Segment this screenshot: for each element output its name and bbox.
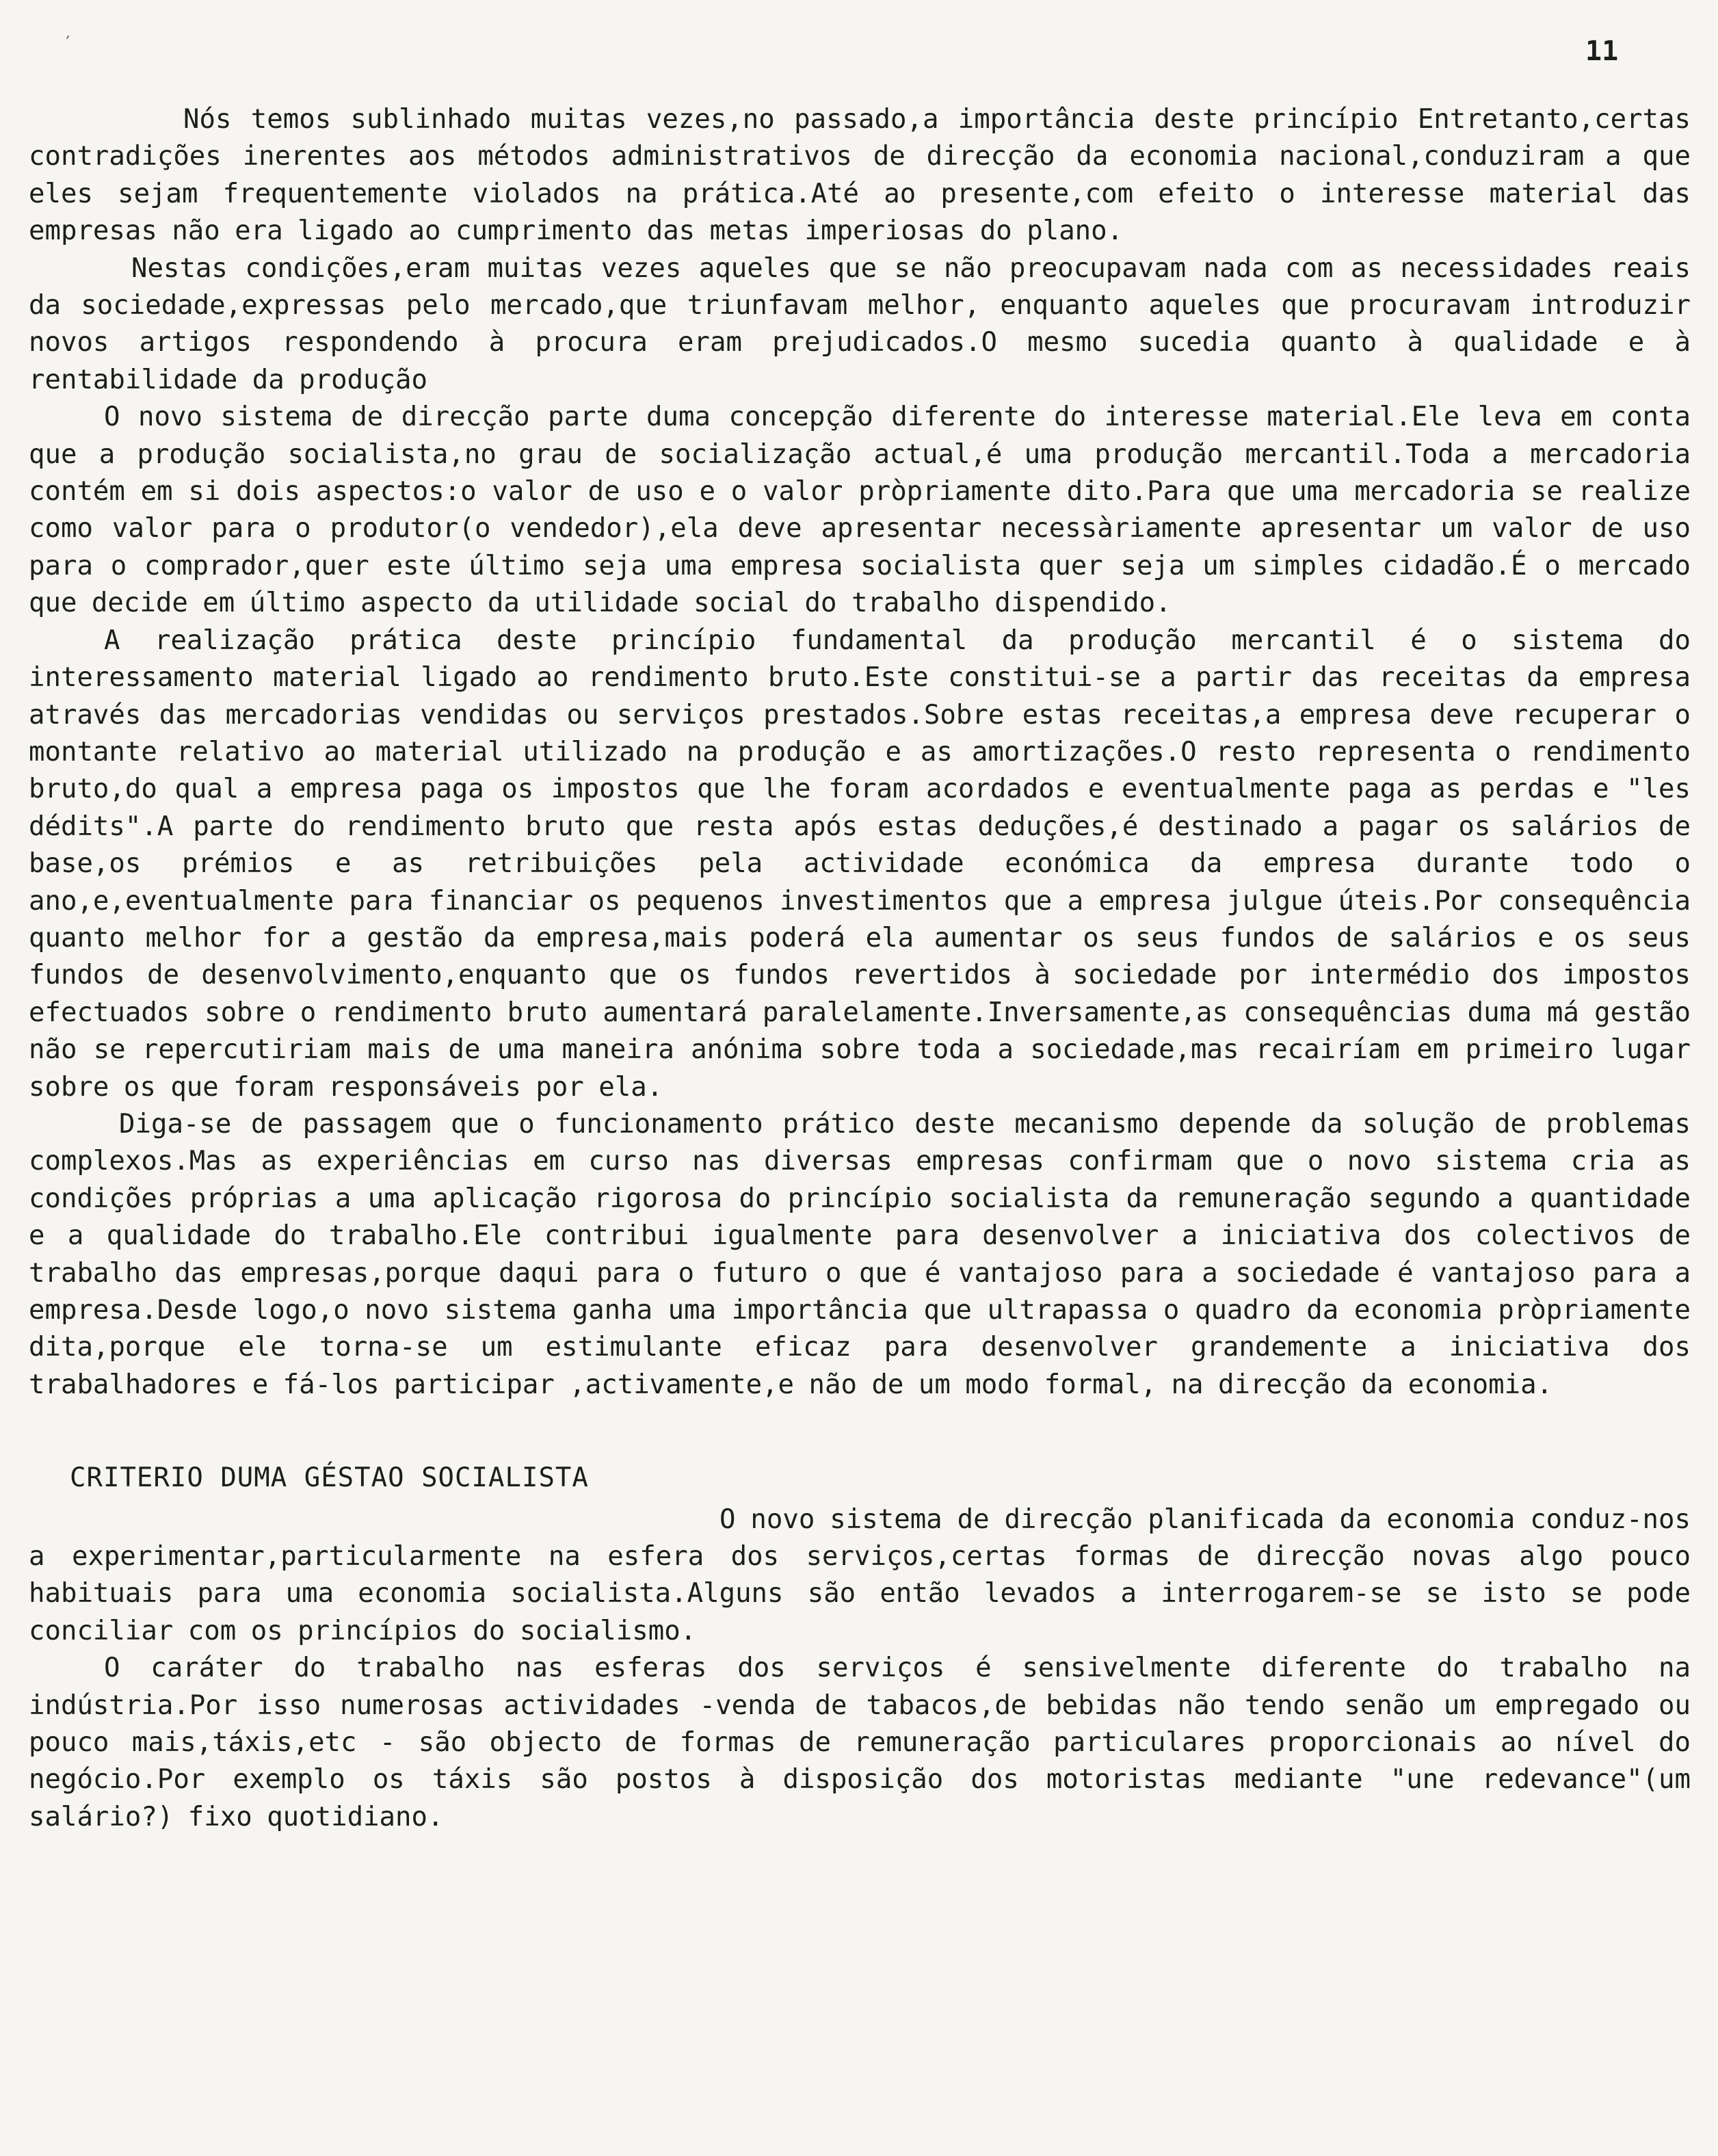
ink-mark: ′ [63, 33, 73, 52]
body-text [29, 101, 1691, 1836]
paragraph-2: Nestas condições,eram muitas vezes aqueles que se não preocupavam nada com as necessidades reais da sociedade,expressas pelo mercado,que triunfavam melhor, enquanto aqueles que procuravam introduzir novos artigos respondendo à procura eram prejudicados.O mesmo sucedia quanto à qualidade e à rentabilidade da produção [29, 252, 1691, 395]
section-paragraph-2: O caráter do trabalho nas esferas dos serviços é sensivelmente diferente do trabalho na indústria.Por isso numerosas actividades -venda de tabacos,de bebidas não tendo senão um empregado ou pouco mais,táxis,etc - são objecto de formas de remuneração particulares proporcionais ao nível do negócio.Por exemplo os táxis são postos à disposição dos motoristas mediante "une redevance"(um salário?) fixo quotidiano. [29, 1653, 1691, 1832]
paragraph-1: Nós temos sublinhado muitas vezes,no passado,a importância deste princípio Entretanto,certas contradições inerentes aos métodos administrativos de direcção da economia nacional,conduziram a que eles sejam frequentemente violados na prática.Até ao presente,com efeito o interesse material das empresas não era ligado ao cumprimento das metas imperiosas do plano. [29, 104, 1691, 247]
paragraph-4: A realização prática deste princípio fundamental da produção mercantil é o sistema do interessamento material ligado ao rendimento bruto.Este constitui-se a partir das receitas da empresa através das mercadorias vendidas ou serviços prestados.Sobre estas receitas,a empresa deve recuperar o montante relativo ao material utilizado na produção e as amortizações.O resto representa o rendimento bruto,do qual a empresa paga os impostos que lhe foram acordados e eventualmente paga as perdas e "les dédits".A parte do rendimento bruto que resta após estas deduções,é destinado a pagar os salários de base,os prémios e as retribuições pela actividade económica da empresa durante todo o ano,e,eventualmente para financiar os pequenos investimentos que a empresa julgue úteis.Por consequência quanto melhor for a gestão da empresa,mais poderá ela aumentar os seus fundos de salários e os seus fundos de desenvolvimento,enquanto que os fundos revertidos à sociedade por intermédio dos impostos efectuados sobre o rendimento bruto aumentará paralelamente.Inversamente,as consequências duma má gestão não se repercutiriam mais de uma maneira anónima sobre toda a sociedade,mas recairíam em primeiro lugar sobre os que foram responsáveis por ela. [29, 625, 1691, 1103]
paragraph-3: O novo sistema de direcção parte duma concepção diferente do interesse material.Ele leva em conta que a produção socialista,no grau de socialização actual,é uma produção mercantil.Toda a mercadoria contém em si dois aspectos:o valor de uso e o valor pròpriamente dito.Para que uma mercadoria se realize como valor para o produtor(o vendedor),ela deve apresentar necessàriamente apresentar um valor de uso para o comprador,quer este último seja uma empresa socialista quer seja um simples cidadão.É o mercado que decide em último aspecto da utilidade social do trabalho dispendido. [29, 402, 1691, 619]
section-title: CRITERIO DUMA GÉSTAO SOCIALISTA [70, 1462, 589, 1494]
page-number: 11 [1585, 36, 1619, 67]
section-paragraph-1: O novo sistema de direcção planificada da economia conduz-nos a experimentar,particularmente na esfera dos serviços,certas formas de direcção novas algo pouco habituais para uma economia socialista.Alguns são então levados a interrogarem-se se isto se pode conciliar com os princípios do socialismo. [29, 1503, 1691, 1646]
paragraph-5: Diga-se de passagem que o funcionamento prático deste mecanismo depende da solução de problemas complexos.Mas as experiências em curso nas diversas empresas confirmam que o novo sistema cria as condições próprias a uma aplicação rigorosa do princípio socialista da remuneração segundo a quantidade e a qualidade do trabalho.Ele contribui igualmente para desenvolver a iniciativa dos colectivos de trabalho das empresas,porque daqui para o futuro o que é vantajoso para a sociedade é vantajoso para a empresa.Desde logo,o novo sistema ganha uma importância que ultrapassa o quadro da economia pròpriamente dita,porque ele torna-se um estimulante eficaz para desenvolver grandemente a iniciativa dos trabalhadores e fá-los participar ,activamente,e não de um modo formal, na direcção da economia. [29, 1108, 1691, 1400]
